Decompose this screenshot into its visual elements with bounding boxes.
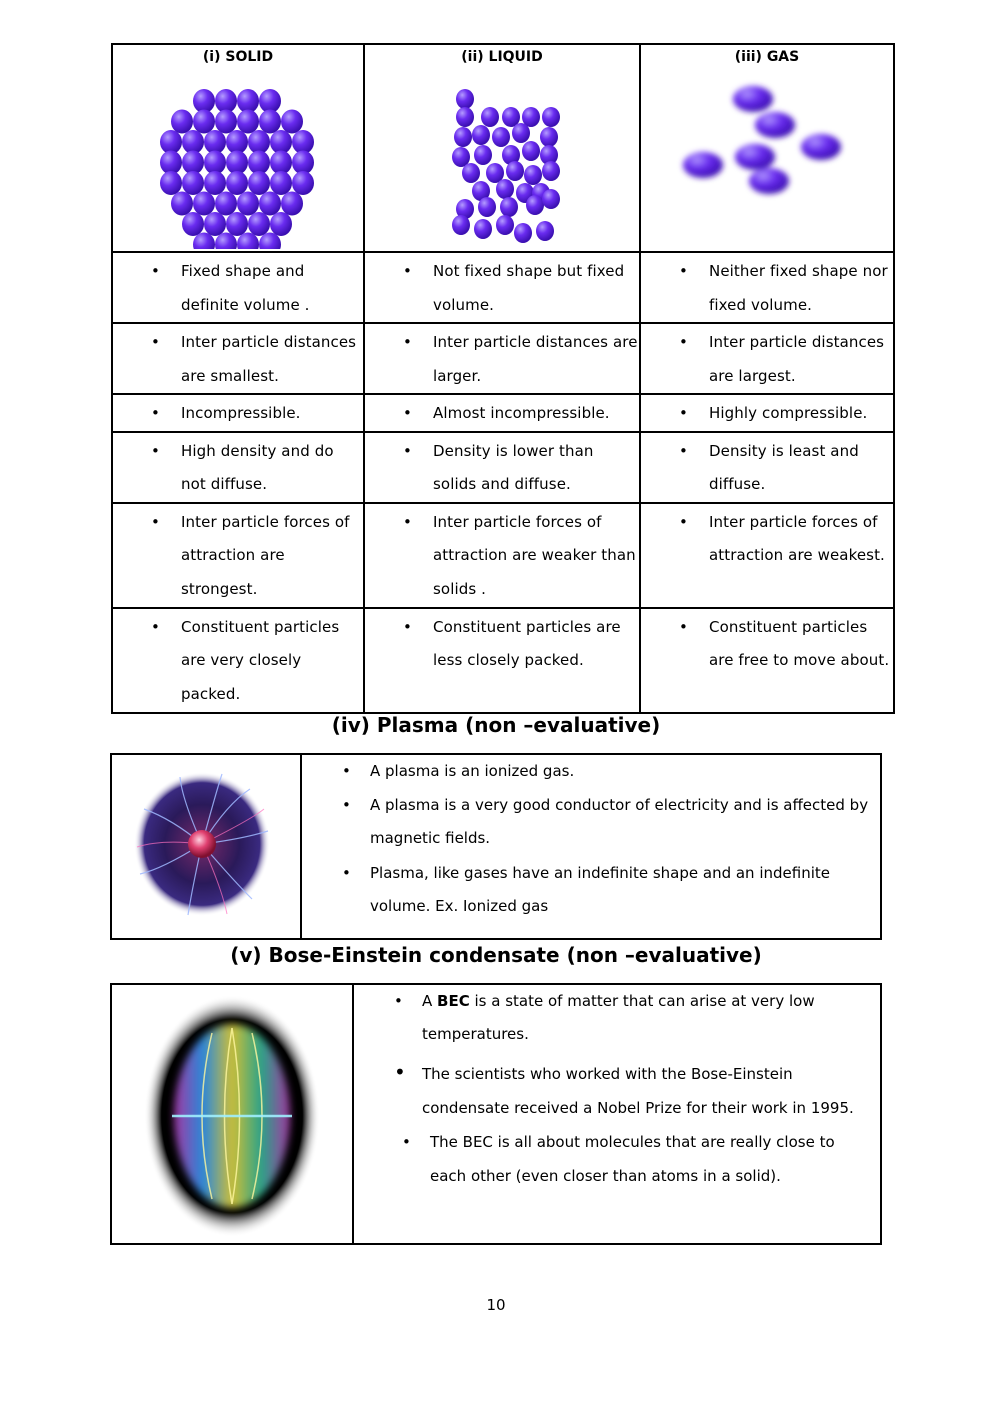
particle (182, 130, 204, 154)
particle (226, 130, 248, 154)
liquid-property: • Density is lower than solids and diffuse. (365, 433, 639, 502)
plasma-point (342, 789, 870, 855)
particle (270, 151, 292, 175)
particle (204, 151, 226, 175)
particle (204, 130, 226, 154)
page-number: 10 (486, 1296, 506, 1314)
plasma-point (342, 857, 850, 923)
particle (492, 127, 510, 147)
table-cell (640, 252, 894, 323)
particle (237, 89, 259, 113)
particle (270, 171, 292, 195)
particle (237, 192, 259, 216)
particle (182, 212, 204, 236)
table-cell (364, 503, 640, 608)
bullet-icon: • (342, 796, 351, 814)
particle (226, 151, 248, 175)
particle (215, 89, 237, 113)
particle (281, 110, 303, 134)
table-cell (112, 432, 364, 503)
plasma-point (342, 755, 870, 788)
particle (474, 145, 492, 165)
particle (456, 107, 474, 127)
particle (193, 110, 215, 134)
gas-property: • Inter particle forces of attraction are weakest. (641, 504, 893, 573)
particle (500, 197, 518, 217)
particle (259, 110, 281, 134)
particle (248, 171, 270, 195)
solid-property: • Constituent particles are very closely packed. (113, 609, 363, 712)
particle (160, 151, 182, 175)
table-cell (640, 608, 894, 713)
bec-point-text: The scientists who worked with the Bose-Einstein condensate received a Nobel Prize for their work in 1995. (422, 1065, 854, 1117)
particle (526, 195, 544, 215)
particle (524, 165, 542, 185)
particle (226, 212, 248, 236)
particle (522, 141, 540, 161)
solid-header: (i) SOLID (202, 49, 274, 65)
particle (292, 130, 314, 154)
solid-particles-illustration (113, 69, 361, 249)
particle (478, 197, 496, 217)
particle (462, 163, 480, 183)
liquid-property: • Inter particle distances are larger. (365, 324, 639, 393)
table-cell (112, 608, 364, 713)
liquid-property: • Almost incompressible. (365, 395, 639, 431)
particle (215, 110, 237, 134)
divider (352, 983, 354, 1245)
bec-point (394, 1057, 862, 1125)
particle (454, 127, 472, 147)
particle (226, 171, 248, 195)
particle (755, 112, 795, 138)
particle (496, 179, 514, 199)
table-cell (640, 323, 894, 394)
particle (514, 223, 532, 243)
solid-property: • Inter particle distances are smallest. (113, 324, 363, 393)
solid-property: • Fixed shape and definite volume . (113, 253, 363, 322)
bullet-icon: • (342, 864, 351, 882)
table-cell (112, 323, 364, 394)
particle (292, 171, 314, 195)
table-cell (364, 394, 640, 432)
bec-point (394, 985, 862, 1051)
particle (801, 134, 841, 160)
plasma-point-text: A plasma is a very good conductor of electricity and is affected by magnetic fields. (370, 796, 869, 847)
particle (542, 161, 560, 181)
table-cell (640, 432, 894, 503)
bec-point (402, 1125, 870, 1193)
plasma-point-text: A plasma is an ionized gas. (370, 762, 575, 780)
particle (248, 212, 270, 236)
bec-visualization-icon (142, 993, 322, 1239)
particle (193, 192, 215, 216)
particle (270, 130, 292, 154)
particle (193, 89, 215, 113)
particle (182, 171, 204, 195)
solid-particles-image (113, 69, 363, 251)
gas-property: • Constituent particles are free to move about. (641, 609, 893, 678)
table-cell (364, 432, 640, 503)
bec-box (110, 983, 882, 1245)
particle (474, 219, 492, 239)
gas-header: (iii) GAS (734, 49, 800, 65)
bullet-icon: • (342, 762, 351, 780)
table-cell (364, 252, 640, 323)
liquid-property: • Not fixed shape but fixed volume. (365, 253, 639, 322)
bec-point-text: A (422, 992, 438, 1010)
gas-property: • Highly compressible. (641, 395, 893, 431)
particle (215, 192, 237, 216)
particle (259, 192, 281, 216)
particle (171, 110, 193, 134)
particle (542, 107, 560, 127)
bullet-icon: • (402, 1133, 411, 1151)
gas-header-cell (640, 44, 894, 252)
particle (281, 192, 303, 216)
bec-image (142, 993, 322, 1239)
particle (292, 151, 314, 175)
solid-property: • High density and do not diffuse. (113, 433, 363, 502)
particle (542, 189, 560, 209)
plasma-title: (iv) Plasma (non –evaluative) (331, 713, 661, 737)
particle (160, 171, 182, 195)
table-cell (112, 252, 364, 323)
particle (456, 89, 474, 109)
liquid-property: • Inter particle forces of attraction are weaker than solids . (365, 504, 639, 607)
particle (160, 130, 182, 154)
particle (536, 221, 554, 241)
solid-property: • Incompressible. (113, 395, 363, 431)
solid-header-cell (112, 44, 364, 252)
particle (248, 151, 270, 175)
gas-property: • Neither fixed shape nor fixed volume. (641, 253, 893, 322)
particle (496, 215, 514, 235)
liquid-property: • Constituent particles are less closely packed. (365, 609, 639, 678)
particle (182, 151, 204, 175)
particle (237, 110, 259, 134)
particle (270, 212, 292, 236)
liquid-particles-illustration (365, 69, 637, 249)
bec-bold-term: BEC (437, 992, 470, 1010)
bec-point-text: is a state of matter that can arise at very low temperatures. (422, 992, 815, 1043)
gas-property: • Density is least and diffuse. (641, 433, 893, 502)
gas-particles-image (641, 69, 893, 251)
bec-point-text: The BEC is all about molecules that are really close to each other (even closer than atoms in a solid). (430, 1133, 835, 1185)
particle (204, 171, 226, 195)
solid-property: • Inter particle forces of attraction are strongest. (113, 504, 363, 607)
particle (735, 144, 775, 170)
particle (452, 215, 470, 235)
plasma-globe-image (132, 769, 272, 919)
particle (472, 125, 490, 145)
particle (506, 161, 524, 181)
table-cell (112, 503, 364, 608)
table-cell (364, 323, 640, 394)
particle (733, 86, 773, 112)
particle (683, 152, 723, 178)
plasma-globe-icon (132, 769, 272, 919)
bullet-icon: • (394, 992, 403, 1010)
liquid-particles-image (365, 69, 639, 251)
gas-particles-illustration (641, 69, 891, 249)
particle (540, 127, 558, 147)
bec-title: (v) Bose-Einstein condensate (non –evaluative) (230, 943, 762, 967)
particle (171, 192, 193, 216)
table-cell (364, 608, 640, 713)
liquid-header-cell (364, 44, 640, 252)
table-cell (112, 394, 364, 432)
gas-property: • Inter particle distances are largest. (641, 324, 893, 393)
divider (300, 753, 302, 940)
liquid-header: (ii) LIQUID (461, 49, 543, 65)
particle (749, 168, 789, 194)
particle (259, 89, 281, 113)
table-cell (640, 503, 894, 608)
particle (204, 212, 226, 236)
plasma-point-text: Plasma, like gases have an indefinite shape and an indefinite volume. Ex. Ionized gas (370, 864, 830, 915)
particle (512, 123, 530, 143)
states-of-matter-table (111, 43, 895, 714)
particle (481, 107, 499, 127)
bullet-icon: • (394, 1060, 406, 1084)
table-cell (640, 394, 894, 432)
particle (248, 130, 270, 154)
plasma-box (110, 753, 882, 940)
